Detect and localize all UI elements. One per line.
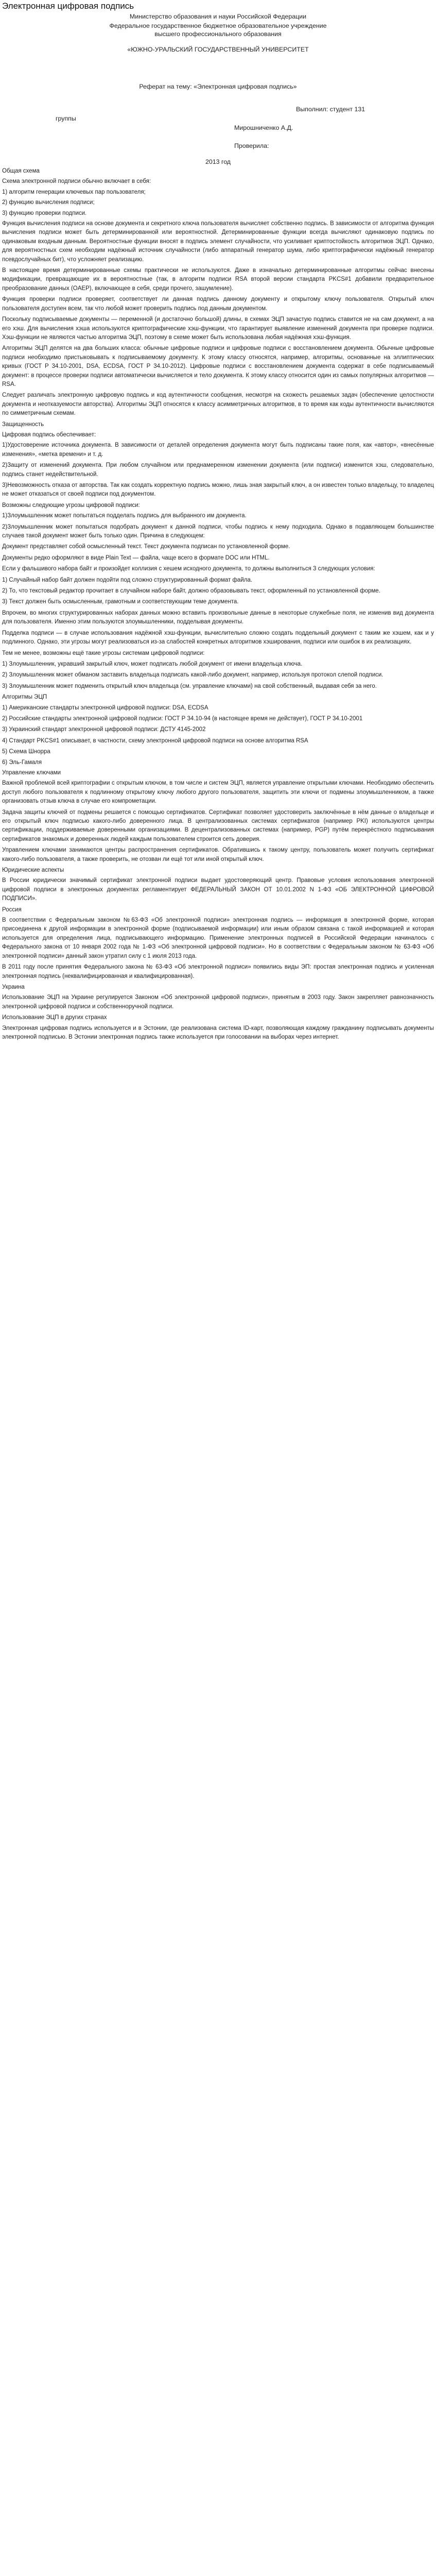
paragraph: 3) функцию проверки подписи. bbox=[2, 210, 87, 216]
paragraph: 1)Удостоверение источника документа. В зависимости от деталей определения документа могут быть подписаны такие поля, как «автор», «внесённые изменения», «метка времени» и т. д. bbox=[2, 442, 434, 457]
paragraph: Управлением ключами занимаются центры распространения сертификатов. Обратившись к такому центру, пользователь может получить сертификат какого-либо пользователя, а также проверить, не отозван ли ещё тот или иной открытый ключ. bbox=[2, 847, 434, 862]
paragraph: Защищенность bbox=[2, 421, 44, 428]
paragraph: 5) Схема Шнорра bbox=[2, 749, 50, 755]
paragraph: 1) алгоритм генерации ключевых пар пользователя; bbox=[2, 189, 146, 195]
paragraph: Использование ЭЦП в других странах bbox=[2, 1014, 107, 1021]
paragraph: 3) Текст должен быть осмысленным, грамотным и соответствующим теме документа. bbox=[2, 599, 239, 605]
paragraph: Использование ЭЦП на Украине регулируется Законом «Об электронной цифровой подписи», принятым в 2003 году. Закон закрепляет равнозначность электронной цифровой подписи и собственноручной подписи. bbox=[2, 994, 434, 1010]
checked-by: Проверила: bbox=[234, 142, 269, 149]
paragraph: Документ представляет собой осмысленный текст. Текст документа подписан по установленной форме. bbox=[2, 544, 290, 550]
paragraph: Алгоритмы ЭЦП делятся на два больших класса: обычные цифровые подписи и цифровые подписи с восстановлением документа. Обычные цифровые подписи необходимо пристыковывать к подписываемому документу. К этому классу относятся, например, алгоритмы, основанные на эллиптических кривых (ГОСТ Р 34.10-2001, DSA, ECDSA, ГОСТ Р 34.10-2012). Цифровые подписи с восстановлением документа содержат в себе подписываемый документ: в процессе проверки подписи автоматически вычисляется и тело документа. К этому классу относится один из самых популярных алгоритмов — RSA. bbox=[2, 345, 434, 387]
paragraph: Важной проблемой всей криптографии с открытым ключом, в том числе и систем ЭЦП, является управление открытыми ключами. Необходимо обеспечить доступ любого пользователя к подлинному открытому ключу любого другого пользователя, защитить эти ключи от подмены злоумышленником, а также организовать отзыв ключа в случае его компрометации. bbox=[2, 780, 434, 805]
paragraph: Следует различать электронную цифровую подпись и код аутентичности сообщения, несмотря на схожесть решаемых задач (обеспечение целостности документа и неотказуемости авторства). Алгоритмы ЭЦП относятся к классу асимметричных алгоритмов, в то время как коды аутентичности вычисляются по симметричным схемам. bbox=[2, 392, 434, 417]
document-body bbox=[2, 167, 434, 1044]
paragraph: 2) Злоумышленник может обманом заставить владельца подписать какой-либо документ, например, используя протокол слепой подписи. bbox=[2, 672, 383, 679]
page-title: Электронная цифровая подпись bbox=[2, 1, 134, 11]
paragraph: Алгоритмы ЭЦП bbox=[2, 694, 47, 701]
paragraph: Поскольку подписываемые документы — переменной (и достаточно большой) длины, в схемах ЭЦП зачастую подпись ставится не на сам документ, а на его хэш. Для вычисления хэша используются криптографические хэш-функции, что гарантирует выявление изменений документа при проверке подписи. Хэш-функции не являются частью алгоритма ЭЦП, поэтому в схеме может быть использована любая надёжная хэш-функция. bbox=[2, 316, 434, 341]
paragraph: Тем не менее, возможны ещё такие угрозы системам цифровой подписи: bbox=[2, 650, 205, 656]
paragraph: Украина bbox=[2, 984, 25, 990]
paragraph: 6) Эль-Гамаля bbox=[2, 759, 42, 766]
paragraph: Цифровая подпись обеспечивает: bbox=[2, 431, 96, 438]
paragraph: Россия bbox=[2, 906, 22, 913]
institution-line-2: высшего профессионального образования bbox=[154, 30, 282, 38]
paragraph: Если у фальшивого набора байт и произойдет коллизия с хешем исходного документа, то должны выполниться 3 следующих условия: bbox=[2, 566, 375, 572]
paragraph: Электронная цифровая подпись используется и в Эстонии, где реализована система ID-карт, позволяющая каждому гражданину подписывать документы электронной подписью. В Эстонии электронная подпись также используется при голосовании на выборах через интернет. bbox=[2, 1025, 434, 1040]
paragraph: 2) То, что текстовый редактор прочитает в случайном наборе байт, должно образовывать текст, оформленный по установленной форме. bbox=[2, 588, 380, 595]
paragraph: Функция проверки подписи проверяет, соответствует ли данная подпись данному документу и открытому ключу пользователя. Открытый ключ пользователя доступен всем, так что любой может проверить подпись под данным документом. bbox=[2, 296, 434, 312]
paragraph: 3) Злоумышленник может подменить открытый ключ владельца (см. управление ключами) на свой собственный, выдавая себя за него. bbox=[2, 683, 377, 689]
report-topic: Реферат на тему: «Электронная цифровая подпись» bbox=[139, 83, 297, 90]
performed-by: Выполнил: студент 131 bbox=[296, 106, 365, 113]
paragraph: Юридические аспекты bbox=[2, 867, 64, 874]
institution-line-1: Федеральное государственное бюджетное образовательное учреждение bbox=[109, 22, 327, 29]
paragraph: 2) Российские стандарты электронной цифровой подписи: ГОСТ Р 34.10-94 (в настоящее время не действует), ГОСТ Р 34.10-2001 bbox=[2, 715, 363, 722]
paragraph: Подделка подписи — в случае использования надёжной хэш-функции, вычислительно сложно создать поддельный документ с таким же хэшем, как и у подлинного. Однако, эти угрозы могут реализоваться из-за слабостей конкретных алгоритмов хэширования, подписи или ошибок в их реализациях. bbox=[2, 630, 434, 646]
paragraph: 1) Злоумышленник, укравший закрытый ключ, может подписать любой документ от имени владельца ключа. bbox=[2, 660, 303, 667]
university-name: «ЮЖНО-УРАЛЬСКИЙ ГОСУДАРСТВЕННЫЙ УНИВЕРСИТЕТ bbox=[127, 46, 309, 53]
paragraph: Схема электронной подписи обычно включает в себя: bbox=[2, 178, 151, 185]
paragraph: 2)Защиту от изменений документа. При любом случайном или преднамеренном изменении документа (или подписи) изменится хэш, следовательно, подпись станет недействительной. bbox=[2, 462, 434, 478]
paragraph: 3) Украинский стандарт электронной цифровой подписи: ДСТУ 4145-2002 bbox=[2, 726, 206, 733]
paragraph: 1) Случайный набор байт должен подойти под сложно структурированный формат файла. bbox=[2, 577, 253, 583]
year: 2013 год bbox=[205, 158, 231, 165]
paragraph: 3)Невозможность отказа от авторства. Так как создать корректную подпись можно, лишь зная закрытый ключ, а он известен только владельцу, то владелец не может отказаться от своей подписи под документом. bbox=[2, 482, 434, 498]
paragraph: 1) Американские стандарты электронной цифровой подписи: DSA, ECDSA bbox=[2, 704, 208, 711]
paragraph: Возможны следующие угрозы цифровой подписи: bbox=[2, 502, 140, 509]
student-name: Мирошниченко А.Д. bbox=[234, 124, 293, 131]
paragraph: 1)Злоумышленник может попытаться подделать подпись для выбранного им документа. bbox=[2, 513, 247, 519]
group-label: группы bbox=[56, 115, 76, 122]
paragraph: Документы редко оформляют в виде Plain Text — файла, чаще всего в формате DOC или HTML. bbox=[2, 554, 270, 561]
paragraph: Впрочем, во многих структурированных наборах данных можно вставить произвольные данные в некоторые служебные поля, не изменив вид документа для пользователя. Именно этим пользуются злоумышленники, подделывая документы. bbox=[2, 609, 434, 625]
paragraph: Управление ключами bbox=[2, 769, 61, 776]
ministry-line: Министерство образования и науки Российской Федерации bbox=[129, 13, 307, 20]
paragraph: Функция вычисления подписи на основе документа и секретного ключа пользователя вычисляет собственно подпись. В зависимости от алгоритма функция вычисления подписи может быть детерминированной или вероятностной. Детерминированные функции всегда вычисляют одинаковую подпись по одинаковым входным данным. Вероятностные функции вносят в подпись элемент случайности, что усиливает криптостойкость алгоритмов ЭЦП. Однако, для вероятностных схем необходим надёжный источник случайности (либо аппаратный генератор шума, либо криптографически надёжный генератор псевдослучайных бит), что усложняет реализацию. bbox=[2, 221, 434, 263]
paragraph: В настоящее время детерминированные схемы практически не используются. Даже в изначально детерминированные алгоритмы сейчас внесены модификации, превращающие их в вероятностные (так, в алгоритм подписи RSA второй версии стандарта PKCS#1 добавили предварительное преобразование данных (OAEP), включающее в себя, среди прочего, зашумление). bbox=[2, 267, 434, 292]
paragraph: В 2011 году после принятия Федерального закона № 63-ФЗ «Об электронной подписи» появились виды ЭП: простая электронная подпись и усиленная электронная подпись (неквалифицированная и квалифицированная). bbox=[2, 964, 434, 979]
paragraph: В России юридически значимый сертификат электронной подписи выдает удостоверяющий центр. Правовые условия использования электронной цифровой подписи в электронных документах регламентирует ФЕДЕРАЛЬНЫЙ ЗАКОН ОТ 10.01.2002 N 1-ФЗ «ОБ ЭЛЕКТРОННОЙ ЦИФРОВОЙ ПОДПИСИ». bbox=[2, 877, 434, 902]
paragraph: 2) функцию вычисления подписи; bbox=[2, 199, 95, 206]
paragraph: Общая схема bbox=[2, 168, 40, 174]
paragraph: 4) Стандарт PKCS#1 описывает, в частности, схему электронной цифровой подписи на основе алгоритма RSA bbox=[2, 737, 308, 744]
paragraph: 2)Злоумышленник может попытаться подобрать документ к данной подписи, чтобы подпись к нему подходила. Однако в подавляющем большинстве случаев такой документ может быть только один. Причина в следующем: bbox=[2, 523, 434, 539]
paragraph: В соответствии с Федеральным законом №63-ФЗ «Об электронной подписи» электронная подпись — информация в электронной форме, которая присоединена к другой информации в электронной форме (подписываемой информации) или иным образом связана с такой информацией и которая используется для определения лица, подписывающего информацию. Применение электронных подписей в Российской Федерации начиналось с Федерального закона от 10 января 2002 года № 1-ФЗ «Об электронной цифровой подписи». Но в соответствии с Федеральным законом № 63-ФЗ «Об электронной подписи» данный закон утратил силу с 1 июля 2013 года. bbox=[2, 917, 434, 959]
paragraph: Задача защиты ключей от подмены решается с помощью сертификатов. Сертификат позволяет удостоверить заключённые в нём данные о владельце и его открытый ключ подписью какого-либо доверенного лица. В централизованных системах сертификатов (например PKI) используются центры сертификации, поддерживаемые доверенными организациями. В децентрализованных системах (например, PGP) путём перекрёстного подписывания сертификатов знакомых и доверенных людей каждым пользователем строится сеть доверия. bbox=[2, 809, 434, 842]
